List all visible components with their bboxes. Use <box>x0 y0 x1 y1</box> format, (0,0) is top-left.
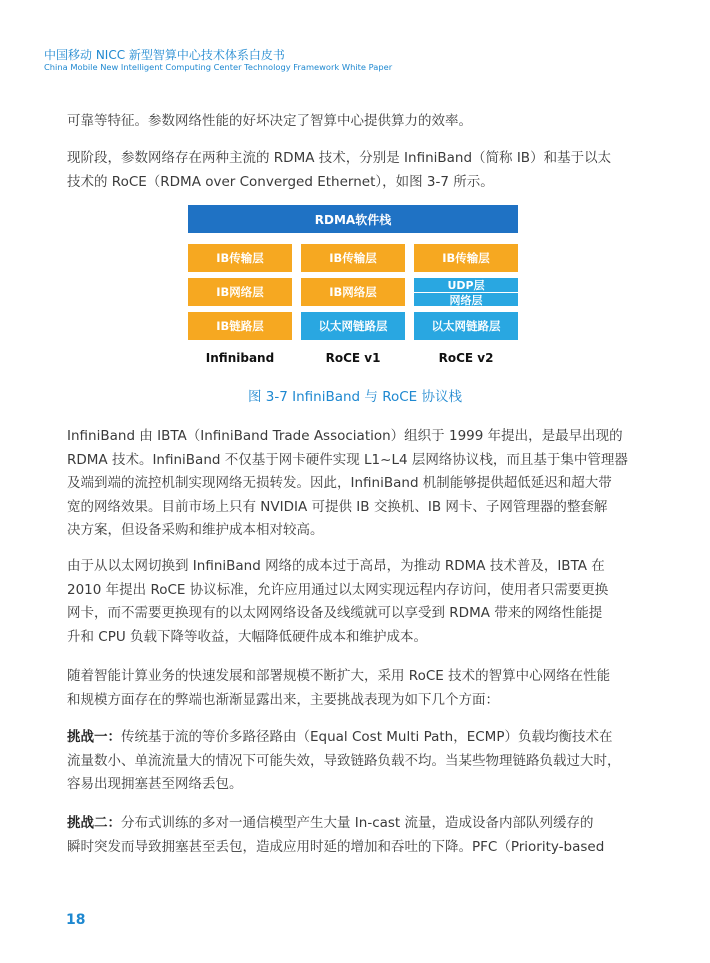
text-line: RDMA 技术。InfiniBand 不仅基于网卡硬件实现 L1~L4 层网络协议栈，而且基于集中管理器 <box>67 451 628 468</box>
header-title-cn: 中国移动 NICC 新型智算中心技术体系白皮书 <box>44 48 285 62</box>
header-title-en: China Mobile New Intelligent Computing Center Technology Framework White Paper <box>44 62 393 72</box>
text-line: 2010 年提出 RoCE 协议标准，允许应用通过以太网实现远程内存访问，使用者只需要更换 <box>67 581 609 598</box>
challenge-two-text: 分布式训练的多对一通信模型产生大量 In-cast 流量，造成设备内部队列缓存的 <box>121 815 594 831</box>
challenge-two-paragraph <box>67 812 643 859</box>
text-line: 及端到端的流控机制实现网络无损转发。因此，InfiniBand 机制能够提供超低延迟和超大带 <box>67 475 612 491</box>
intro-paragraph-2 <box>67 147 643 194</box>
challenge-two-label: 挑战二： <box>67 815 121 831</box>
challenge-one-label: 挑战一： <box>67 729 121 745</box>
roce-paragraph <box>67 555 643 649</box>
page-number: 18 <box>66 912 86 928</box>
text-line: 升和 CPU 负载下降等收益，大幅降低硬件成本和维护成本。 <box>67 628 428 645</box>
document-header <box>44 48 392 73</box>
ib-network-layer-col1: IB网络层 <box>188 278 292 306</box>
column-label-infiniband: Infiniband <box>205 351 275 365</box>
infiniband-paragraph <box>67 425 643 543</box>
text-line: 可靠等特征。参数网络性能的好坏决定了智算中心提供算力的效率。 <box>67 113 472 129</box>
challenges-intro-paragraph <box>67 665 643 712</box>
text-line: 流量数小、单流流量大的情况下可能失效，导致链路负载不均。当某些物理链路负载过大时， <box>67 752 621 769</box>
ethernet-link-layer-col3: 以太网链路层 <box>414 312 518 340</box>
network-layer-col3: 网络层 <box>414 293 518 306</box>
text-line: 决方案，但设备采购和维护成本相对较高。 <box>67 522 324 538</box>
text-line: 宽的网络效果。目前市场上只有 NVIDIA 可提供 IB 交换机、IB 网卡、子网管理器的整套解 <box>67 498 608 515</box>
intro-paragraph-1 <box>67 110 643 134</box>
ib-transport-layer-col3: IB传输层 <box>414 244 518 272</box>
text-line: 瞬时突发而导致拥塞甚至丢包，造成应用时延的增加和吞吐的下降。PFC（Priority-based <box>67 838 605 855</box>
protocol-stack-diagram <box>188 205 518 367</box>
ib-link-layer-col1: IB链路层 <box>188 312 292 340</box>
text-line: 和规模方面存在的弊端也渐渐显露出来，主要挑战表现为如下几个方面： <box>67 691 499 708</box>
ib-transport-layer-col1: IB传输层 <box>188 244 292 272</box>
column-label-roce-v2: RoCE v2 <box>438 351 494 365</box>
text-line: 现阶段，参数网络存在两种主流的 RDMA 技术，分别是 InfiniBand（简称 IB）和基于以太 <box>67 150 612 166</box>
text-line: InfiniBand 由 IBTA（InfiniBand Trade Association）组织于 1999 年提出，是最早出现的 <box>67 428 623 444</box>
text-line <box>67 726 643 750</box>
text-line: 容易出现拥塞甚至网络丢包。 <box>67 776 243 792</box>
ib-transport-layer-col2: IB传输层 <box>301 244 405 272</box>
rdma-software-stack-bar: RDMA软件栈 <box>188 205 518 233</box>
figure-caption: 图 3-7 InfiniBand 与 RoCE 协议栈 <box>247 389 462 405</box>
challenge-one-text: 传统基于流的等价多路径路由（Equal Cost Multi Path，ECMP）负载均衡技术在 <box>121 729 613 745</box>
text-line: 由于从以太网切换到 InfiniBand 网络的成本过于高昂，为推动 RDMA 技术普及，IBTA 在 <box>67 558 605 574</box>
text-line: 随着智能计算业务的快速发展和部署规模不断扩大，采用 RoCE 技术的智算中心网络在性能 <box>67 668 611 684</box>
ethernet-link-layer-col2: 以太网链路层 <box>301 312 405 340</box>
text-line: 网卡，而不需要更换现有的以太网网络设备及线缆就可以享受到 RDMA 带来的网络性能提 <box>67 605 603 621</box>
ib-network-layer-col2: IB网络层 <box>301 278 405 306</box>
challenge-one-paragraph <box>67 726 643 797</box>
text-line: 技术的 RoCE（RDMA over Converged Ethernet），如图 3-7 所示。 <box>67 173 494 190</box>
udp-layer-col3: UDP层 <box>414 278 518 292</box>
text-line <box>67 812 643 836</box>
column-label-roce-v1: RoCE v1 <box>325 351 381 365</box>
